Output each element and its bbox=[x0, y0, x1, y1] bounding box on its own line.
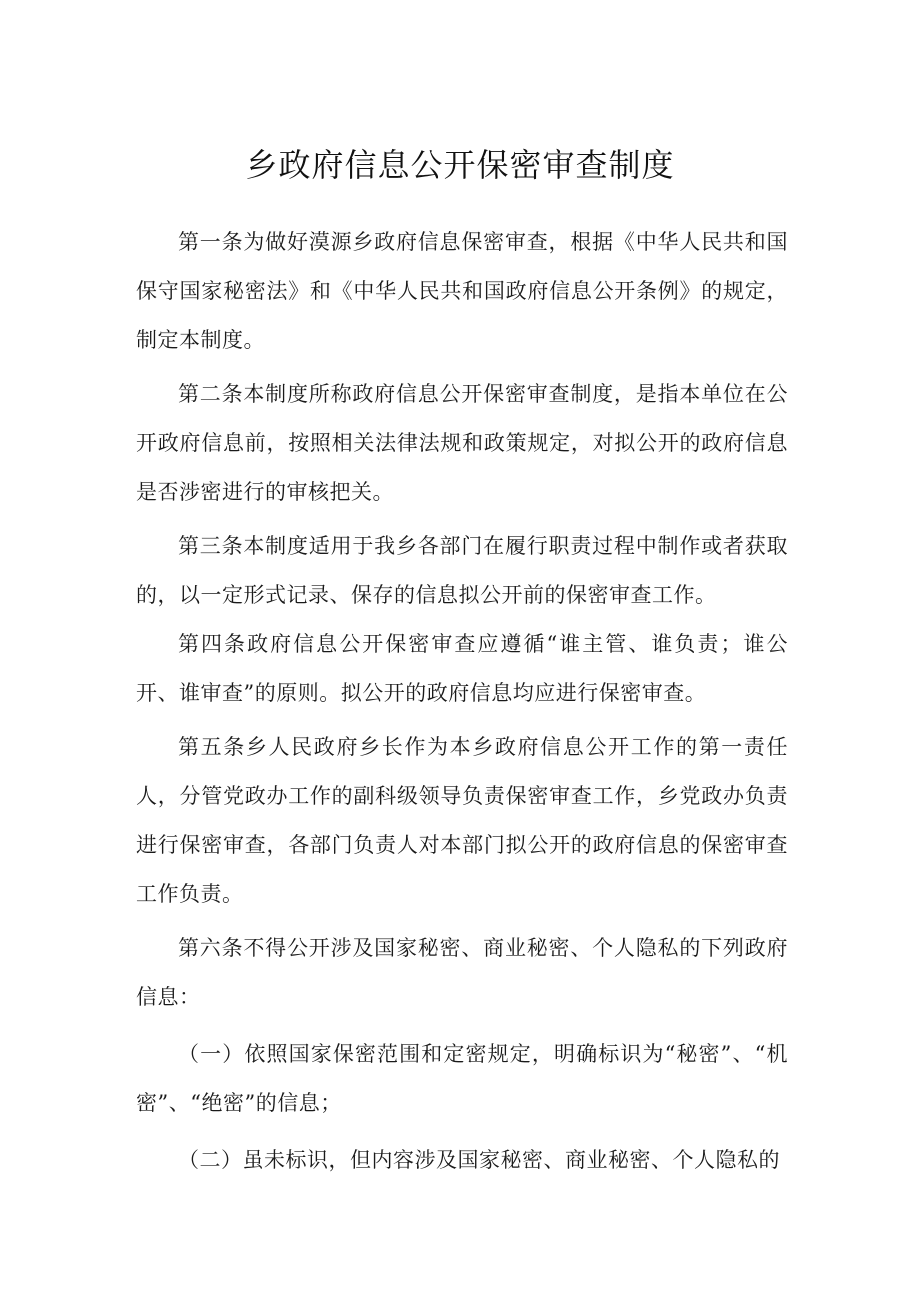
paragraph-article-5: 第五条乡人民政府乡长作为本乡政府信息公开工作的第一责任人，分管党政办工作的副科级领导负责保密审查工作，乡党政办负责进行保密审查，各部门负责人对本部门拟公开的政府信息的保密审查工作负责。 bbox=[136, 735, 788, 906]
document-title: 乡政府信息公开保密审查制度 bbox=[245, 146, 675, 184]
paragraph-article-2: 第二条本制度所称政府信息公开保密审查制度，是指本单位在公开政府信息前，按照相关法律法规和政策规定，对拟公开的政府信息是否涉密进行的审核把关。 bbox=[136, 382, 788, 504]
document-body bbox=[136, 218, 788, 1185]
paragraph-article-4: 第四条政府信息公开保密审查应遵循“谁主管、谁负责；谁公开、谁审查”的原则。拟公开的政府信息均应进行保密审查。 bbox=[136, 632, 788, 705]
paragraph-article-6: 第六条不得公开涉及国家秘密、商业秘密、个人隐私的下列政府信息： bbox=[136, 936, 788, 1009]
paragraph-item-1: （一）依照国家保密范围和定密规定，明确标识为“秘密”、“机密”、“绝密”的信息； bbox=[136, 1042, 788, 1115]
paragraph-item-2: （二）虽未标识，但内容涉及国家秘密、商业秘密、个人隐私的 bbox=[178, 1148, 780, 1172]
paragraph-article-1: 第一条为做好漠源乡政府信息保密审查，根据《中华人民共和国保守国家秘密法》和《中华人民共和国政府信息公开条例》的规定，制定本制度。 bbox=[136, 230, 788, 352]
paragraph-article-3: 第三条本制度适用于我乡各部门在履行职责过程中制作或者获取的，以一定形式记录、保存的信息拟公开前的保密审查工作。 bbox=[136, 534, 788, 607]
